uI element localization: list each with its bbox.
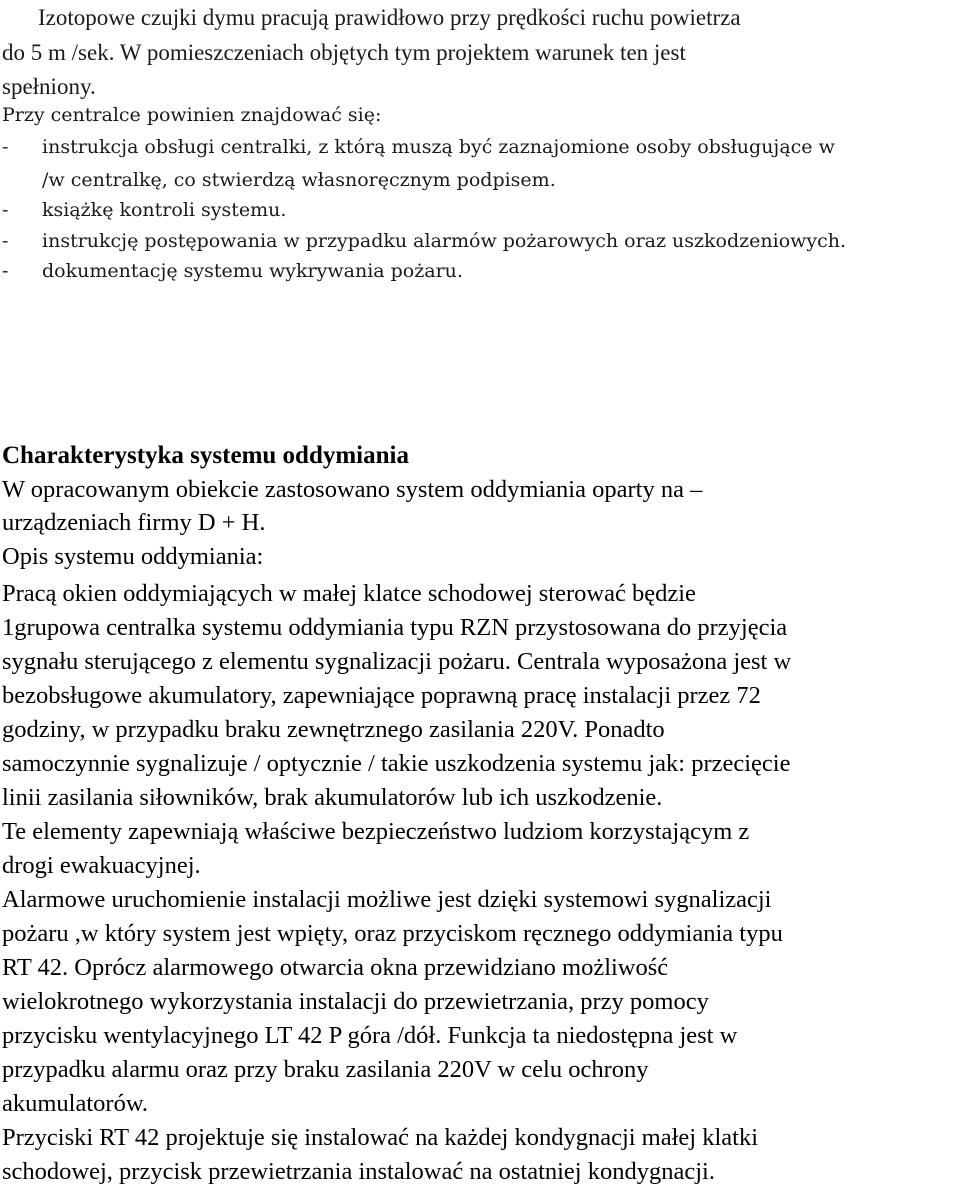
body-line: wielokrotnego wykorzystania instalacji do przewietrzania, przy pomocy: [2, 988, 709, 1015]
list-dash: -: [2, 199, 9, 221]
list-item: [2, 232, 846, 251]
list-dash: -: [2, 230, 9, 252]
body-line: Opis systemu oddymiania:: [2, 543, 264, 570]
body-line: samoczynnie sygnalizuje / optycznie / takie uszkodzenia systemu jak: przecięcie: [2, 750, 791, 777]
list-item: [2, 262, 463, 281]
body-line: przypadku alarmu oraz przy braku zasilania 220V w celu ochrony: [2, 1056, 649, 1083]
list-item: [2, 138, 835, 157]
list-item: [2, 201, 286, 220]
list-item-text: instrukcja obsługi centralki, z którą muszą być zaznajomione osoby obsługujące w: [42, 136, 835, 158]
body-line: 1grupowa centralka systemu oddymiania typu RZN przystosowana do przyjęcia: [2, 614, 788, 641]
body-line: Pracą okien oddymiających w małej klatce schodowej sterować będzie: [2, 580, 696, 607]
body-line: sygnału sterującego z elementu sygnalizacji pożaru. Centrala wyposażona jest w: [2, 648, 792, 675]
intro-line: Izotopowe czujki dymu pracują prawidłowo przy prędkości ruchu powietrza: [38, 5, 741, 30]
body-line: Te elementy zapewniają właściwe bezpieczeństwo ludziom korzystającym z: [2, 818, 750, 845]
list-dash: -: [2, 136, 9, 158]
intro-line: do 5 m /sek. W pomieszczeniach objętych tym projektem warunek ten jest: [2, 40, 686, 65]
body-line: godziny, w przypadku braku zewnętrznego zasilania 220V. Ponadto: [2, 716, 665, 743]
list-dash: -: [2, 260, 9, 282]
body-line: bezobsługowe akumulatory, zapewniające poprawną pracę instalacji przez 72: [2, 682, 761, 709]
body-line: W opracowanym obiekcie zastosowano system oddymiania oparty na –: [2, 476, 703, 503]
body-line: Alarmowe uruchomienie instalacji możliwe jest dzięki systemowi sygnalizacji: [2, 886, 772, 913]
body-line: akumulatorów.: [2, 1090, 149, 1117]
body-line: RT 42. Oprócz alarmowego otwarcia okna przewidziano możliwość: [2, 954, 669, 981]
body-line: Przyciski RT 42 projektuje się instalować na każdej kondygnacji małej klatki: [2, 1124, 759, 1151]
body-line: przycisku wentylacyjnego LT 42 P góra /dół. Funkcja ta niedostępna jest w: [2, 1022, 738, 1049]
body-line: schodowej, przycisk przewietrzania instalować na ostatniej kondygnacji.: [2, 1158, 715, 1185]
list-item-text: dokumentację systemu wykrywania pożaru.: [42, 260, 463, 282]
body-line: urządzeniach firmy D + H.: [2, 509, 266, 536]
intro-line: spełniony.: [2, 74, 96, 99]
list-item-text: książkę kontroli systemu.: [42, 199, 287, 221]
body-line: pożaru ,w który system jest wpięty, oraz przyciskom ręcznego oddymiania typu: [2, 920, 783, 947]
body-line: drogi ewakuacyjnej.: [2, 852, 201, 879]
body-line: linii zasilania siłowników, brak akumulatorów lub ich uszkodzenie.: [2, 784, 663, 811]
list-item-text: instrukcję postępowania w przypadku alarmów pożarowych oraz uszkodzeniowych.: [42, 230, 847, 252]
section-heading: Charakterystyka systemu oddymiania: [2, 442, 409, 469]
list-lead: Przy centralce powinien znajdować się:: [2, 104, 382, 126]
list-item-continuation: /w centralkę, co stwierdzą własnoręcznym podpisem.: [42, 169, 556, 191]
